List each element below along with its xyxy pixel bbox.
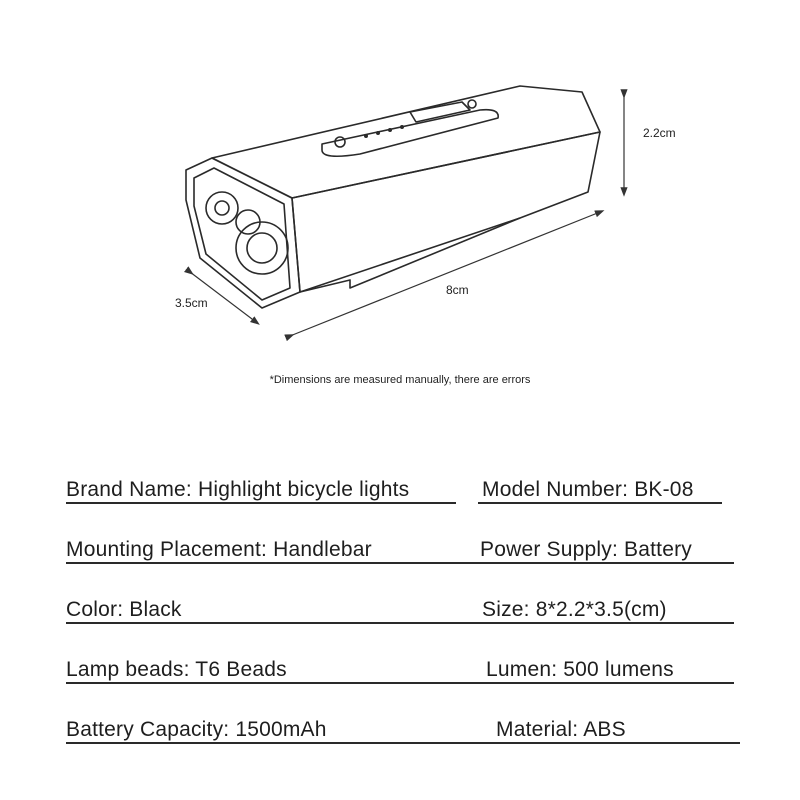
spec-value: Battery	[624, 538, 692, 561]
width-dimension-label: 3.5cm	[175, 296, 208, 310]
spec-value: BK-08	[634, 478, 694, 501]
spec-row-color	[66, 597, 746, 637]
spec-mounting-placement	[66, 537, 372, 563]
spec-lamp-beads	[66, 657, 287, 683]
spec-material	[496, 717, 626, 743]
spec-key: Lamp beads :	[66, 658, 195, 681]
divider-line	[66, 502, 456, 504]
spec-key: Mounting Placement :	[66, 538, 273, 561]
spec-key: Size :	[482, 598, 536, 621]
measurement-note: *Dimensions are measured manually, there are errors	[269, 374, 531, 386]
spec-value: 1500mAh	[235, 718, 327, 741]
divider-line	[66, 562, 734, 564]
spec-value: 8*2.2*3.5(cm)	[535, 598, 667, 621]
spec-value: Black	[129, 598, 182, 621]
divider-line	[478, 502, 722, 504]
spec-lumen	[486, 657, 674, 683]
spec-key: Brand Name :	[66, 478, 198, 501]
spec-size	[482, 597, 667, 623]
spec-color	[66, 597, 182, 623]
spec-row-brand	[66, 477, 746, 517]
spec-value: ABS	[583, 718, 626, 741]
spec-key: Material :	[496, 718, 583, 741]
spec-value: 500 lumens	[563, 658, 674, 681]
spec-battery-capacity	[66, 717, 327, 743]
length-dimension-label: 8cm	[446, 283, 469, 297]
spec-model-number	[482, 477, 694, 503]
divider-line	[66, 622, 734, 624]
spec-key: Lumen :	[486, 658, 563, 681]
spec-key: Color :	[66, 598, 129, 621]
spec-value: Highlight bicycle lights	[197, 478, 410, 501]
spec-key: Model Number :	[482, 478, 634, 501]
spec-power-supply	[480, 537, 692, 563]
divider-line	[66, 742, 740, 744]
spec-brand-name	[66, 477, 409, 503]
spec-key: Power Supply :	[480, 538, 624, 561]
divider-line	[66, 682, 734, 684]
spec-value: T6 Beads	[195, 658, 287, 681]
spec-row-lamp	[66, 657, 746, 697]
spec-row-mounting	[66, 537, 746, 577]
spec-key: Battery Capacity :	[66, 718, 235, 741]
spec-row-battery	[66, 717, 746, 757]
height-dimension-label: 2.2cm	[643, 126, 676, 140]
spec-value: Handlebar	[273, 538, 372, 561]
